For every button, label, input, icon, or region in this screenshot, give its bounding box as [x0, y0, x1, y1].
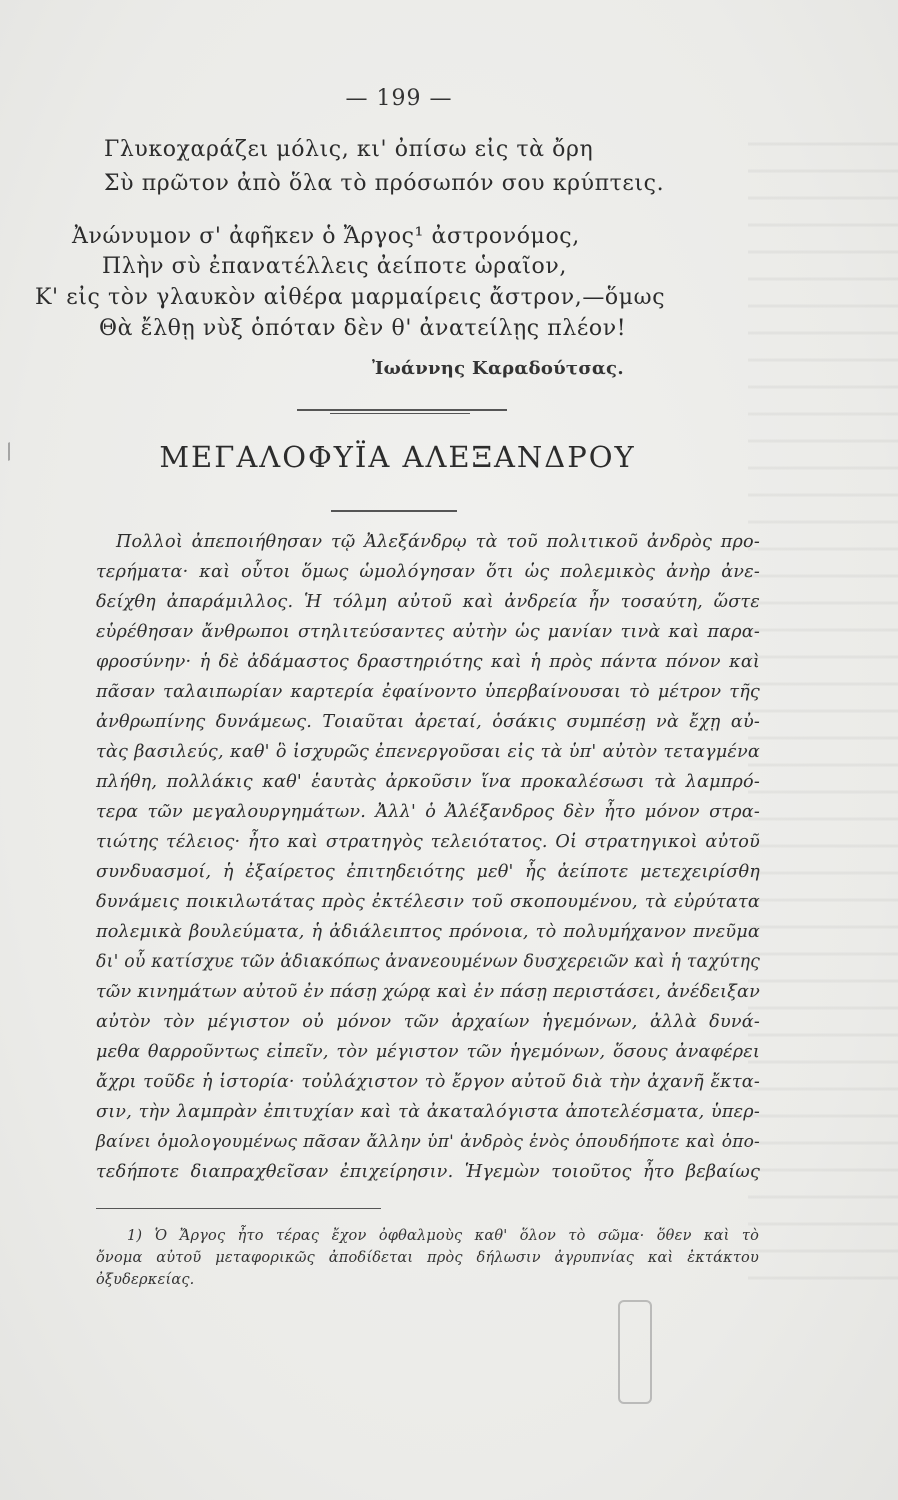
body-line: τεδήποτε διαπραχθεῖσαν ἐπιχείρησιν. Ἡγεμὼν τοιοῦτος ἦτο βεβαίως: [96, 1162, 760, 1182]
body-line: Πολλοὶ ἀπεποιήθησαν τῷ Ἀλεξάνδρῳ τὰ τοῦ πολιτικοῦ ἀνδρὸς προ-: [116, 532, 760, 552]
show-through-text: [748, 120, 898, 1280]
body-line: συνδυασμοί, ἡ ἐξαίρετος ἐπιτηδειότης μεθ' ἧς ἀείποτε μετεχειρίσθη: [96, 862, 760, 882]
section-divider-thin: [330, 413, 470, 414]
poem-line: Ἀνώνυμον σ' ἀφῆκεν ὁ Ἄργος¹ ἀστρονόμος,: [72, 224, 580, 249]
footnote-line: ὀξυδερκείας.: [96, 1272, 195, 1288]
body-line: τὰς βασιλεύς, καθ' ὃ ἰσχυρῶς ἐπενεργοῦσαι εἰς τὰ ὑπ' αὐτὸν τεταγμένα: [96, 742, 760, 762]
body-line: πᾶσαν ταλαιπωρίαν καρτερία ἐφαίνοντο ὑπερβαίνουσαι τὸ μέτρον τῆς: [96, 682, 760, 702]
body-line: τερα τῶν μεγαλουργημάτων. Ἀλλ' ὁ Ἀλέξανδρος δὲν ἦτο μόνον στρα-: [96, 802, 760, 822]
section-divider: [297, 409, 507, 411]
footnote-line: 1) Ὁ Ἄργος ἦτο τέρας ἔχον ὀφθαλμοὺς καθ' ὅλον τὸ σῶμα· ὅθεν καὶ τὸ: [127, 1228, 759, 1244]
body-line: βαίνει ὁμολογουμένως πᾶσαν ἄλλην ὑπ' ἀνδρὸς ἑνὸς ὁπουδήποτε καὶ ὁπο-: [96, 1132, 760, 1152]
footnote-separator: [96, 1208, 381, 1209]
body-line: τιώτης τέλειος· ἦτο καὶ στρατηγὸς τελειότατος. Οἱ στρατηγικοὶ αὐτοῦ: [96, 832, 760, 852]
body-line: δυνάμεις ποικιλωτάτας πρὸς ἐκτέλεσιν τοῦ σκοπουμένου, τὰ εὐρύτατα: [96, 892, 760, 912]
page-number: — 199 —: [345, 86, 453, 111]
body-line: πλήθη, πολλάκις καθ' ἑαυτὰς ἀρκοῦσιν ἵνα προκαλέσωσι τὰ λαμπρό-: [96, 772, 760, 792]
footnote-line: ὄνομα αὐτοῦ μεταφορικῶς ἀποδίδεται πρὸς δήλωσιν ἀγρυπνίας καὶ ἐκτάκτου: [96, 1250, 759, 1266]
body-line: φροσύνην· ἡ δὲ ἀδάμαστος δραστηριότης καὶ ἡ πρὸς πάντα πόνον καὶ: [96, 652, 760, 672]
poem-line: Πλὴν σὺ ἐπανατέλλεις ἀείποτε ὡραῖον,: [102, 254, 567, 279]
library-stamp: [618, 1300, 652, 1404]
article-title: ΜΕΓΑΛΟΦΥΪΑ ΑΛΕΞΑΝΔΡΟΥ: [159, 440, 636, 474]
body-line: πολεμικὰ βουλεύματα, ἡ ἀδιάλειπτος πρόνοια, τὸ πολυμήχανον πνεῦμα: [96, 922, 760, 942]
poem-line: Σὺ πρῶτον ἀπὸ ὅλα τὸ πρόσωπόν σου κρύπτεις.: [104, 171, 665, 196]
body-line: δι' οὗ κατίσχυε τῶν ἀδιακόπως ἀνανεουμένων δυσχερειῶν καὶ ἡ ταχύτης: [96, 952, 760, 972]
body-line: αὐτὸν τὸν μέγιστον οὐ μόνον τῶν ἀρχαίων ἡγεμόνων, ἀλλὰ δυνά-: [96, 1012, 760, 1032]
body-line: σιν, τὴν λαμπρὰν ἐπιτυχίαν καὶ τὰ ἀκαταλόγιστα ἀποτελέσματα, ὑπερ-: [96, 1102, 760, 1122]
body-line: τερήματα· καὶ οὗτοι ὅμως ὡμολόγησαν ὅτι ὡς πολεμικὸς ἀνὴρ ἀνε-: [96, 562, 760, 582]
body-line: ἀνθρωπίνης δυνάμεως. Τοιαῦται ἀρεταί, ὁσάκις συμπέσῃ νὰ ἔχῃ αὐ-: [96, 712, 760, 732]
body-line: ἄχρι τοῦδε ἡ ἱστορία· τοὐλάχιστον τὸ ἔργον αὐτοῦ διὰ τὴν ἀχανῆ ἔκτα-: [96, 1072, 760, 1092]
body-line: τῶν κινημάτων αὐτοῦ ἐν πάσῃ χώρᾳ καὶ ἐν πάσῃ περιστάσει, ἀνέδειξαν: [96, 982, 760, 1002]
title-underline: [331, 510, 457, 512]
body-line: εὑρέθησαν ἄνθρωποι στηλιτεύσαντες αὐτὴν ὡς μανίαν τινὰ καὶ παρα-: [96, 622, 760, 642]
body-line: μεθα θαρροῦντως εἰπεῖν, τὸν μέγιστον τῶν ἡγεμόνων, ὅσους ἀναφέρει: [96, 1042, 760, 1062]
poem-line: Γλυκοχαράζει μόλις, κι' ὀπίσω εἰς τὰ ὄρη: [104, 137, 594, 162]
poem-line: Θὰ ἔλθῃ νὺξ ὁπόταν δὲν θ' ἀνατείλῃς πλέον!: [99, 316, 627, 341]
poem-signature: Ἰωάννης Καραδούτσας.: [372, 358, 624, 379]
poem-line: Κ' εἰς τὸν γλαυκὸν αἰθέρα μαρμαίρεις ἄστρον,—ὅμως: [35, 285, 666, 310]
body-line: δείχθη ἀπαράμιλλος. Ἡ τόλμη αὐτοῦ καὶ ἀνδρεία ἦν τοσαύτη, ὥστε: [96, 592, 760, 612]
